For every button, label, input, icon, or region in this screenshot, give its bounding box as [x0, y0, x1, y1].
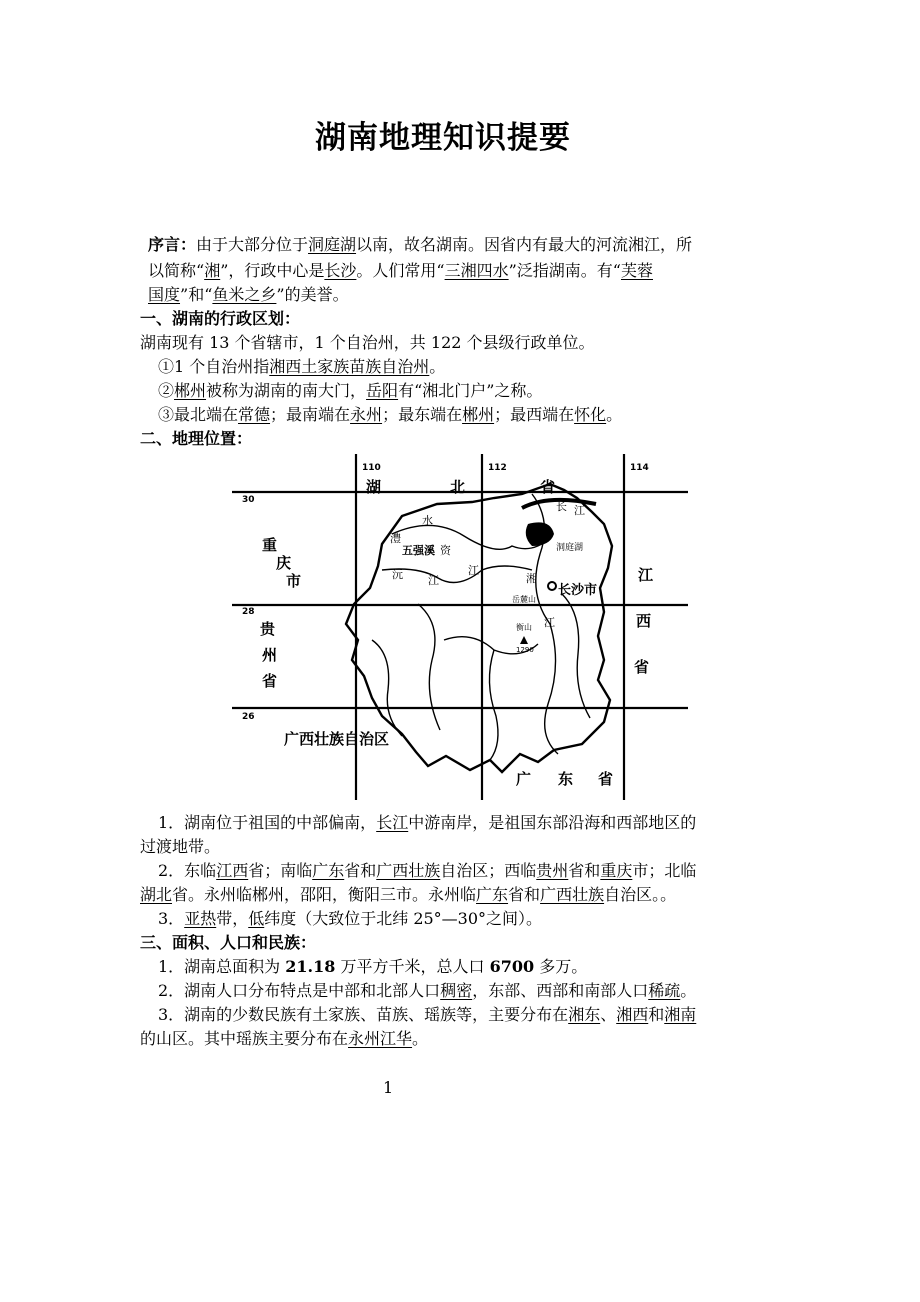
section-1-intro: 湖南现有 13 个省辖市，1 个自治州，共 122 个县级行政单位。: [140, 333, 595, 352]
xiang-label-2: 江: [544, 616, 555, 629]
section-2-p2-line-1: 2．东临江西省；南临广东省和广西壮族自治区；西临贵州省和重庆市；北临: [158, 861, 697, 880]
chongqing-label-2: 庆: [276, 554, 292, 572]
page-number: 1: [383, 1078, 394, 1097]
chongqing-label-3: 市: [286, 572, 302, 590]
preface-line-1: 序言：由于大部分位于洞庭湖以南，故名湖南。因省内有最大的河流湘江，所: [148, 235, 693, 254]
section-2-p1-line-2: 过渡地带。: [140, 837, 221, 856]
hubei-label-2: 北: [450, 478, 466, 496]
preface-label: 序言：: [148, 235, 197, 254]
section-3-p1: 1．湖南总面积为 21.18 万平方千米，总人口 6700 多万。: [158, 957, 588, 976]
page-title: 湖南地理知识提要: [315, 120, 571, 156]
changjiang-label-1: 长: [556, 500, 567, 513]
preface-line-2: 以简称“湘”，行政中心是长沙。人们常用“三湘四水”泛指湖南。有“芙蓉: [148, 261, 653, 280]
section-2-p1-line-1: 1．湖南位于祖国的中部偏南，长江中游南岸，是祖国东部沿海和西部地区的: [158, 813, 697, 832]
tributary-south: [489, 650, 498, 760]
zishui-label-1: 资: [440, 544, 451, 557]
guizhou-label-1: 贵: [260, 620, 276, 638]
lishui-label-1: 澧: [390, 532, 401, 545]
jiangxi-label-2: 西: [636, 612, 652, 630]
jiangxi-label-1: 江: [638, 566, 654, 584]
section-1-heading: 一、湖南的行政区划：: [140, 309, 301, 328]
section-3-heading: 三、面积、人口和民族：: [140, 933, 317, 952]
yueshan-label: 岳麓山: [512, 595, 536, 604]
lat-label-30: 30: [242, 495, 255, 505]
guangdong-label-1: 广: [516, 770, 532, 788]
jiangxi-label-3: 省: [634, 658, 650, 676]
yuanjiang-label-2: 江: [428, 574, 439, 587]
lishui-label-2: 水: [422, 514, 433, 527]
dongting-lake-label: 洞庭湖: [556, 543, 584, 553]
xiang-label-1: 湘: [526, 572, 537, 585]
chongqing-label-1: 重: [262, 536, 278, 554]
guizhou-label-2: 州: [262, 646, 278, 664]
tributary-east: [562, 594, 590, 718]
changsha-marker: [548, 582, 556, 590]
hunan-map: [232, 454, 688, 800]
zishui-label-2: 江: [468, 564, 479, 577]
wuqiangxi-label: 五强溪: [402, 544, 435, 557]
section-1-item-3: ③最北端在常德；最南端在永州；最东端在郴州；最西端在怀化。: [158, 405, 623, 424]
section-2-p2-line-2: 湖北省。永州临郴州，邵阳，衡阳三市。永州临广东省和广西壮族自治区。。: [140, 885, 677, 904]
preface-line-3: 国度”和“鱼米之乡”的美誉。: [148, 285, 349, 304]
hubei-label-3: 省: [540, 478, 556, 496]
section-3-p3-line-1: 3．湖南的少数民族有土家族、苗族、瑶族等，主要分布在湘东、湘西和湘南: [158, 1005, 697, 1024]
changjiang-label-2: 江: [574, 504, 585, 517]
zishui-river: [418, 604, 440, 730]
guangdong-label-2: 东: [558, 770, 574, 788]
yuanjiang-river: [382, 566, 532, 583]
guangxi-label: 广西壮族自治区: [284, 730, 390, 748]
lon-label-112: 112: [488, 463, 507, 473]
section-3-p3-line-2: 的山区。其中瑶族主要分布在永州江华。: [140, 1029, 429, 1048]
yuanjiang-label-1: 沅: [392, 568, 403, 581]
hubei-label-1: 湖: [366, 478, 382, 496]
section-2-heading: 二、地理位置：: [140, 429, 253, 448]
hengshan-label: 衡山: [516, 623, 532, 632]
lat-label-26: 26: [242, 712, 255, 722]
hengshan-marker: [520, 636, 528, 644]
section-2-p3: 3．亚热带，低纬度（大致位于北纬 25°—30°之间）。: [158, 909, 543, 928]
lat-label-28: 28: [242, 607, 255, 617]
lon-label-110: 110: [362, 463, 381, 473]
lon-label-114: 114: [630, 463, 649, 473]
guizhou-label-3: 省: [262, 672, 278, 690]
section-1-item-1: ①1 个自治州指湘西土家族苗族自治州。: [158, 357, 446, 376]
province-outline: [346, 484, 612, 772]
section-3-p2: 2．湖南人口分布特点是中部和北部人口稠密，东部、西部和南部人口稀疏。: [158, 981, 697, 1000]
guangdong-label-3: 省: [598, 770, 614, 788]
section-1-item-2: ②郴州被称为湖南的南大门，岳阳有“湘北门户”之称。: [158, 381, 543, 400]
dongting-lake: [526, 522, 554, 546]
hengshan-height-label: 1290: [516, 646, 534, 654]
changsha-label: 长沙市: [558, 583, 598, 598]
